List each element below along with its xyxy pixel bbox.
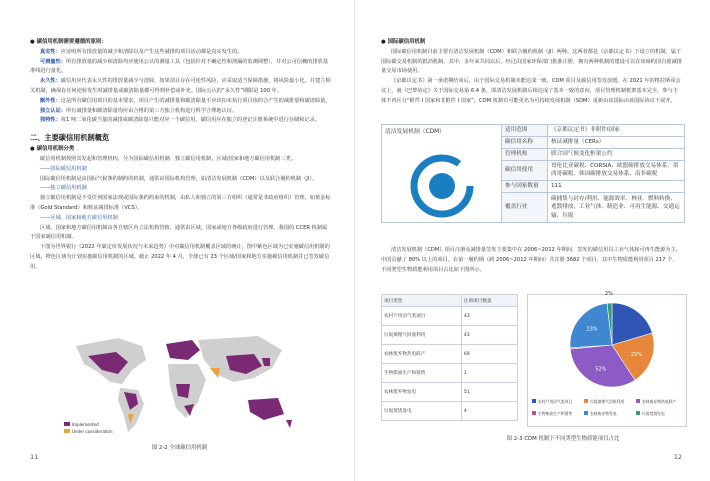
table-row — [382, 345, 518, 364]
cdm-logo-label: 清洁发展机制（CDM） — [385, 129, 445, 135]
row-value: 碳捕集与封存/利用、能源效率、林业、燃料转换、逃散排放、工业气体、制造业、可再生能源、交通运输、垃圾 — [548, 193, 685, 222]
subheading-intl: ——国际碳信用机制 — [40, 165, 87, 172]
world-map-icon — [58, 328, 301, 440]
legend-swatch — [532, 411, 536, 415]
legend-label: 生物柴油生产和销售 — [538, 411, 573, 416]
figure-caption: 图 2-3 CDM 机制下不同类型生物质能项目占比 — [506, 436, 620, 442]
legend-label: 农村户用沼气类项目 — [538, 399, 573, 404]
paragraph: 《京都议定书》第一承诺期结束后，由于国际交易机制未能达成一致，CDM 项目及碳信用签发放缓。在 2021 年的格拉斯哥会议上，就《巴黎协定》关于国际交易第 6.4 条，即清洁发展机制后续达成了基本一致的意向，项目管理机制框架基本完全，参与主体不再区分“附件 I 国家和非附件 I 国家”，CDM 机制有可能更名为可持续发展机制（SDM）重新由该国际由该国际协议下展开。 — [381, 78, 681, 104]
right-page — [355, 0, 710, 481]
row-key: 参与国家数量 — [502, 181, 548, 193]
figure-caption: 图 2-2 全球碳信用机制 — [151, 445, 208, 451]
paragraph: 下图为世界银行《2022 年碳定价发展状况与未来趋势》中对碳信用机制覆盖区域的统计，图中紫色区域为已实施碳信用机制的区域，橙色区域为计划实施碳信用机制的区域。截止 2022 年 4 月，全球已有 23 个区域/国家和地方实施碳信用机制并已签发碳信用。 — [30, 244, 330, 270]
principle-additional: 额外性：这是所有碳信用项目的基本要求。项目产生的减排量和碳清除量不应该扣未执行项目依的合产生的减排量和碳清除量。 — [40, 97, 331, 104]
map-legend-considered: Under consideration — [72, 429, 113, 434]
legend-label: 垃圾焚烧发电 — [642, 411, 665, 416]
cell: 垃圾焚烧发电 — [382, 402, 462, 421]
cell: 农林废弃物热电联产 — [382, 345, 462, 364]
row-value: 哥伦比亚碳税、CORSIA、欧盟碳排放交易体系、墨西哥碳税、韩国碳排放交易体系、南非碳税 — [548, 160, 685, 181]
legend-label: 农林废弃物热电联产 — [642, 399, 677, 404]
cell: 农林废弃物发电 — [382, 383, 462, 402]
principle-verified: 独立认证：所有减排量和碳清除量均应由合格的第三方独立机构进行科学合理地认证。 — [40, 107, 238, 114]
pie-chart — [527, 291, 687, 427]
principle-unique: 独特性：每1 吨二氧化碳当量的减排或碳清除量只能对应一个碳信用。碳信用应在独立的登记注册系统中进行存储和记录。 — [40, 117, 320, 124]
cell: 1 — [461, 364, 517, 383]
pie-data-label: 25% — [630, 351, 643, 358]
paragraph: 清洁发展机制（CDM）项目注册及减排量签发主要集中在 2006~2012 年期间，签发的碳信用以工业气体和可再生能源为主，中国贡献了 80% 以上的项目。在第一履约期（跨 2006~2012 年期间）共注册 3682 个项目，其中生物质能利用项目 217 个，不同类型生物质能利用项目占比如下图所示。 — [381, 247, 681, 273]
row-value: 核证减排量（CERs） — [548, 136, 685, 148]
table-row — [382, 326, 518, 345]
subheading-independent: ——独立碳信用机制 — [40, 185, 87, 192]
cell: 垃圾填埋气回收利用 — [382, 326, 462, 345]
paragraph: 区域、国家和地方碳信用机制由各自辖区内立法机构管辖，通常由区域、国家或地方各级政府进行管理。我国的 CCER 机制属于国家碳信用机制。 — [30, 224, 328, 241]
page-number: 11 — [30, 453, 39, 461]
world-map-figure — [58, 328, 301, 440]
row-value: 《京都议定书》非附件I国家 — [548, 125, 685, 137]
page-number: 12 — [673, 453, 682, 461]
section-title: 二、主要碳信用机制概览 — [30, 133, 110, 143]
pie-data-label: 2% — [604, 291, 613, 298]
pie-data-label: 23% — [586, 326, 598, 333]
cell: 43 — [461, 326, 517, 345]
row-key: 碳信用名称 — [502, 136, 548, 148]
map-legend-implemented: Implemented — [72, 422, 99, 427]
cdm-logo-icon — [394, 151, 490, 221]
pie-data-label: 52% — [595, 366, 607, 373]
intl-heading: ● 国际碳信用机制 — [381, 39, 426, 45]
right-content — [381, 38, 682, 107]
legend-swatch — [532, 399, 536, 403]
row-value: 111 — [548, 181, 685, 193]
left-content — [30, 38, 332, 273]
legend-label: 农林废弃物发电 — [590, 411, 617, 416]
subheading-regional: ——区域、国家和地方碳信用机制 — [40, 214, 118, 221]
cdm-logo-cell — [382, 125, 502, 223]
header-cell: 注册项目数量 — [461, 295, 517, 307]
table-row — [382, 364, 518, 383]
principle-permanent: 永久性：碳信用应代表永久性的排放量减少与清除，如果项目存在可逆性风险，应采取适当保障措施，将风险最小化，并建立相关机制，确保在任何逆转发生时减排量或碳清除量都可得到补偿或补充。国际公认的“永久性”期限是 100 年。 — [30, 78, 331, 94]
paragraph: 碳信用机制按照其发起和管理机构，分为国际碳信用机制、独立碳信用机制、区域/国家和地方碳信用机制三类。 — [40, 155, 296, 162]
row-key: 适用范围 — [502, 125, 548, 137]
paragraph: 国际碳信用机制是由国际气候条约制约的机制，通常由国际机构管理，如清洁发展机制（CDM）以及联合履约机制（JI）。 — [40, 175, 318, 182]
row-key: 覆盖行业 — [502, 193, 548, 222]
table-row — [382, 125, 685, 137]
paragraph: 独立碳信用机制是不受任何国家法规或国际条约约束的机制，由私人和独立的第三方组织（通常是非政府组织）管理，如黄金标准（Gold Standard）和核证减排标准（VCS）。 — [30, 195, 331, 211]
legend-swatch — [636, 399, 640, 403]
table-header-row — [382, 295, 518, 307]
cdm-info-table — [381, 124, 685, 223]
cell: 农村户用沼气类项目 — [382, 307, 462, 326]
project-table — [381, 294, 518, 421]
legend-swatch — [584, 399, 588, 403]
principles-heading: ● 碳信用机制需要遵循的原则： — [30, 39, 107, 45]
cell: 69 — [461, 345, 517, 364]
cell: 生物柴油生产和销售 — [382, 364, 462, 383]
pie-chart-svg — [528, 291, 686, 426]
cell: 51 — [461, 383, 517, 402]
table-row — [382, 307, 518, 326]
table-row — [382, 402, 518, 421]
legend-swatch — [636, 411, 640, 415]
principle-measurable: 可测量性：所有排放量的减少和清除均应使用公认的测量工具（包括针对不确定性和泄漏的监测调整），并对公可信赖的排放基准线进行量化。 — [30, 58, 328, 75]
legend-swatch — [584, 411, 588, 415]
table-row — [382, 383, 518, 402]
legend-label: 垃圾填埋气回收利用 — [590, 399, 625, 404]
principle-real: 真实性：应证明所有排放量的减少和清除以及产生这些减排的项目活动都是真实发生的。 — [40, 48, 243, 55]
header-cell: 项目类型 — [382, 295, 462, 307]
row-key: 管理机构 — [502, 148, 548, 160]
classes-heading: ● 碳信用机制分类 — [30, 146, 75, 153]
cell: 43 — [461, 307, 517, 326]
row-value: 联合国气候变化框架公约 — [548, 148, 685, 160]
cell: 4 — [461, 402, 517, 421]
paragraph: 国际碳信用机制目前主要有清洁发展机制（CDM）和联合履约机制（JI）两种。这两者都是《京都议定书》下设立的机制，属于国际碳交易机制的抵消机制。其中，多年来共同以后，经过由国家环保部门批准注册，拥有两种机制的建设可以在该缔约国自愿减排量交易市场使用。 — [381, 48, 682, 75]
row-key: 碳信用使用 — [502, 160, 548, 181]
